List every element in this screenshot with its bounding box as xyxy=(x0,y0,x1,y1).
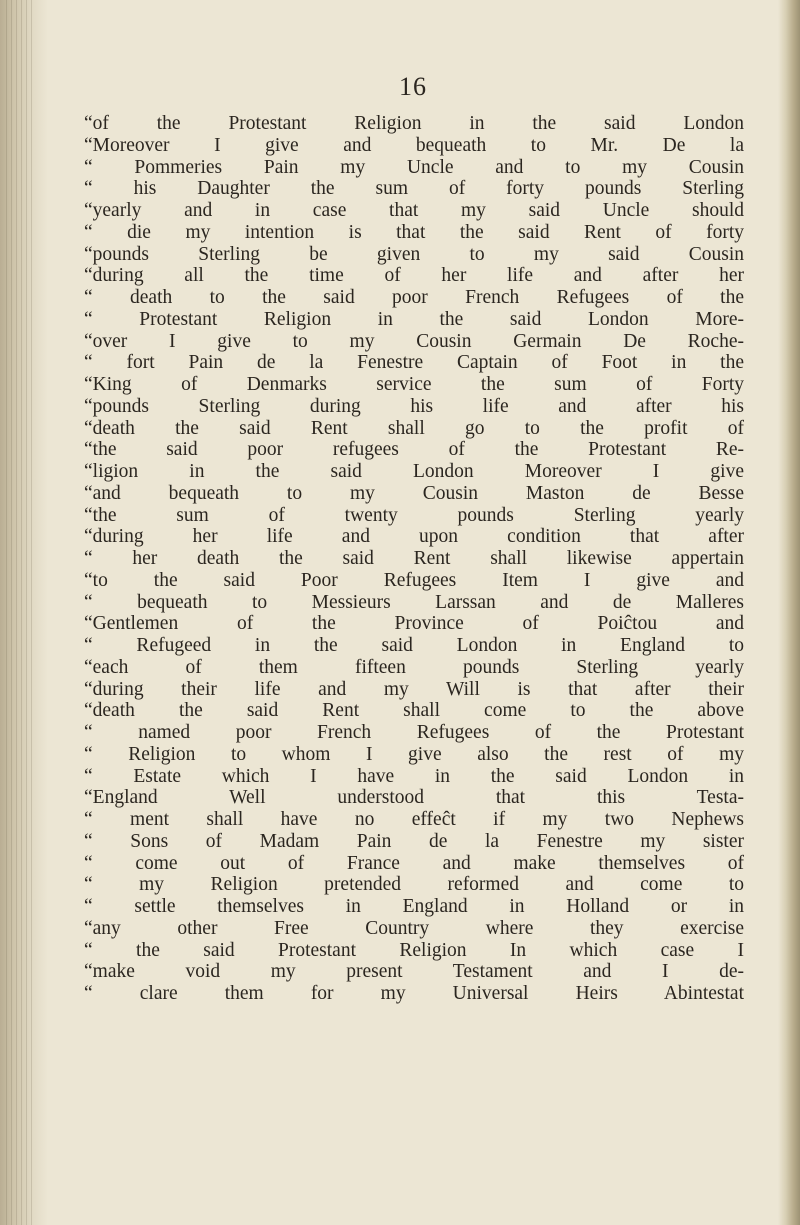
text-line: “Moreover I give and bequeath to Mr. De la xyxy=(84,134,744,156)
text-line: “during her life and upon condition that after xyxy=(84,526,744,548)
text-line: “ fort Pain de la Fenestre Captain of Foot in the xyxy=(84,352,744,374)
text-line: “the sum of twenty pounds Sterling yearly xyxy=(84,504,744,526)
text-line: “death the said Rent shall go to the profit of xyxy=(84,417,744,439)
text-line: “ my Religion pretended reformed and come to xyxy=(84,874,744,896)
text-line: “pounds Sterling be given to my said Cousin xyxy=(84,243,744,265)
text-line: “ come out of France and make themselves of xyxy=(84,852,744,874)
text-line: “ bequeath to Messieurs Larssan and de Malleres xyxy=(84,591,744,613)
text-line: “yearly and in case that my said Uncle should xyxy=(84,200,744,221)
text-line: “the said poor refugees of the Protestant Re- xyxy=(84,439,744,461)
text-line: “ clare them for my Universal Heirs Abintestat xyxy=(84,983,744,1004)
text-line: “ his Daughter the sum of forty pounds Sterling xyxy=(84,178,744,200)
text-line: “of the Protestant Religion in the said London xyxy=(84,113,744,134)
text-line: “ Sons of Madam Pain de la Fenestre my sister xyxy=(84,830,744,852)
text-line: “ Pommeries Pain my Uncle and to my Cousin xyxy=(84,156,744,178)
page-number: 16 xyxy=(399,72,427,101)
text-line: “during their life and my Will is that after their xyxy=(84,678,744,700)
text-line: “ death to the said poor French Refugees of the xyxy=(84,287,744,308)
scan-shadow-left-lines xyxy=(6,0,36,1225)
text-line: “during all the time of her life and after her xyxy=(84,265,744,287)
text-line: “death the said Rent shall come to the above xyxy=(84,700,744,722)
text-line: “Gentlemen of the Province of Poiĉtou and xyxy=(84,613,744,635)
text-line: “ Estate which I have in the said London in xyxy=(84,765,744,787)
text-line: “ Refugeed in the said London in England to xyxy=(84,635,744,656)
page-body-text xyxy=(84,113,744,1005)
text-line: “England Well understood that this Testa- xyxy=(84,787,744,809)
text-line: “each of them fifteen pounds Sterling yearly xyxy=(84,656,744,678)
text-line: “ her death the said Rent shall likewise appertain xyxy=(84,548,744,569)
text-line: “ligion in the said London Moreover I give xyxy=(84,461,744,482)
text-line: “ Religion to whom I give also the rest of my xyxy=(84,743,744,765)
text-line: “ ment shall have no effeĉt if my two Nephews xyxy=(84,809,744,830)
text-line: “any other Free Country where they exercise xyxy=(84,917,744,939)
text-line: “and bequeath to my Cousin Maston de Besse xyxy=(84,482,744,504)
text-line: “ named poor French Refugees of the Protestant xyxy=(84,722,744,743)
text-line: “ settle themselves in England in Holland or in xyxy=(84,896,744,917)
text-line: “over I give to my Cousin Germain De Roche- xyxy=(84,330,744,352)
text-line: “King of Denmarks service the sum of Forty xyxy=(84,374,744,395)
text-line: “pounds Sterling during his life and after his xyxy=(84,395,744,417)
scan-shadow-right xyxy=(778,0,800,1225)
text-line: “ the said Protestant Religion In which case I xyxy=(84,939,744,961)
book-page xyxy=(48,0,778,1225)
text-line: “ Protestant Religion in the said London More- xyxy=(84,308,744,330)
text-line: “to the said Poor Refugees Item I give and xyxy=(84,569,744,591)
text-line: “ die my intention is that the said Rent of forty xyxy=(84,221,744,243)
text-line: “make void my present Testament and I de- xyxy=(84,961,744,983)
